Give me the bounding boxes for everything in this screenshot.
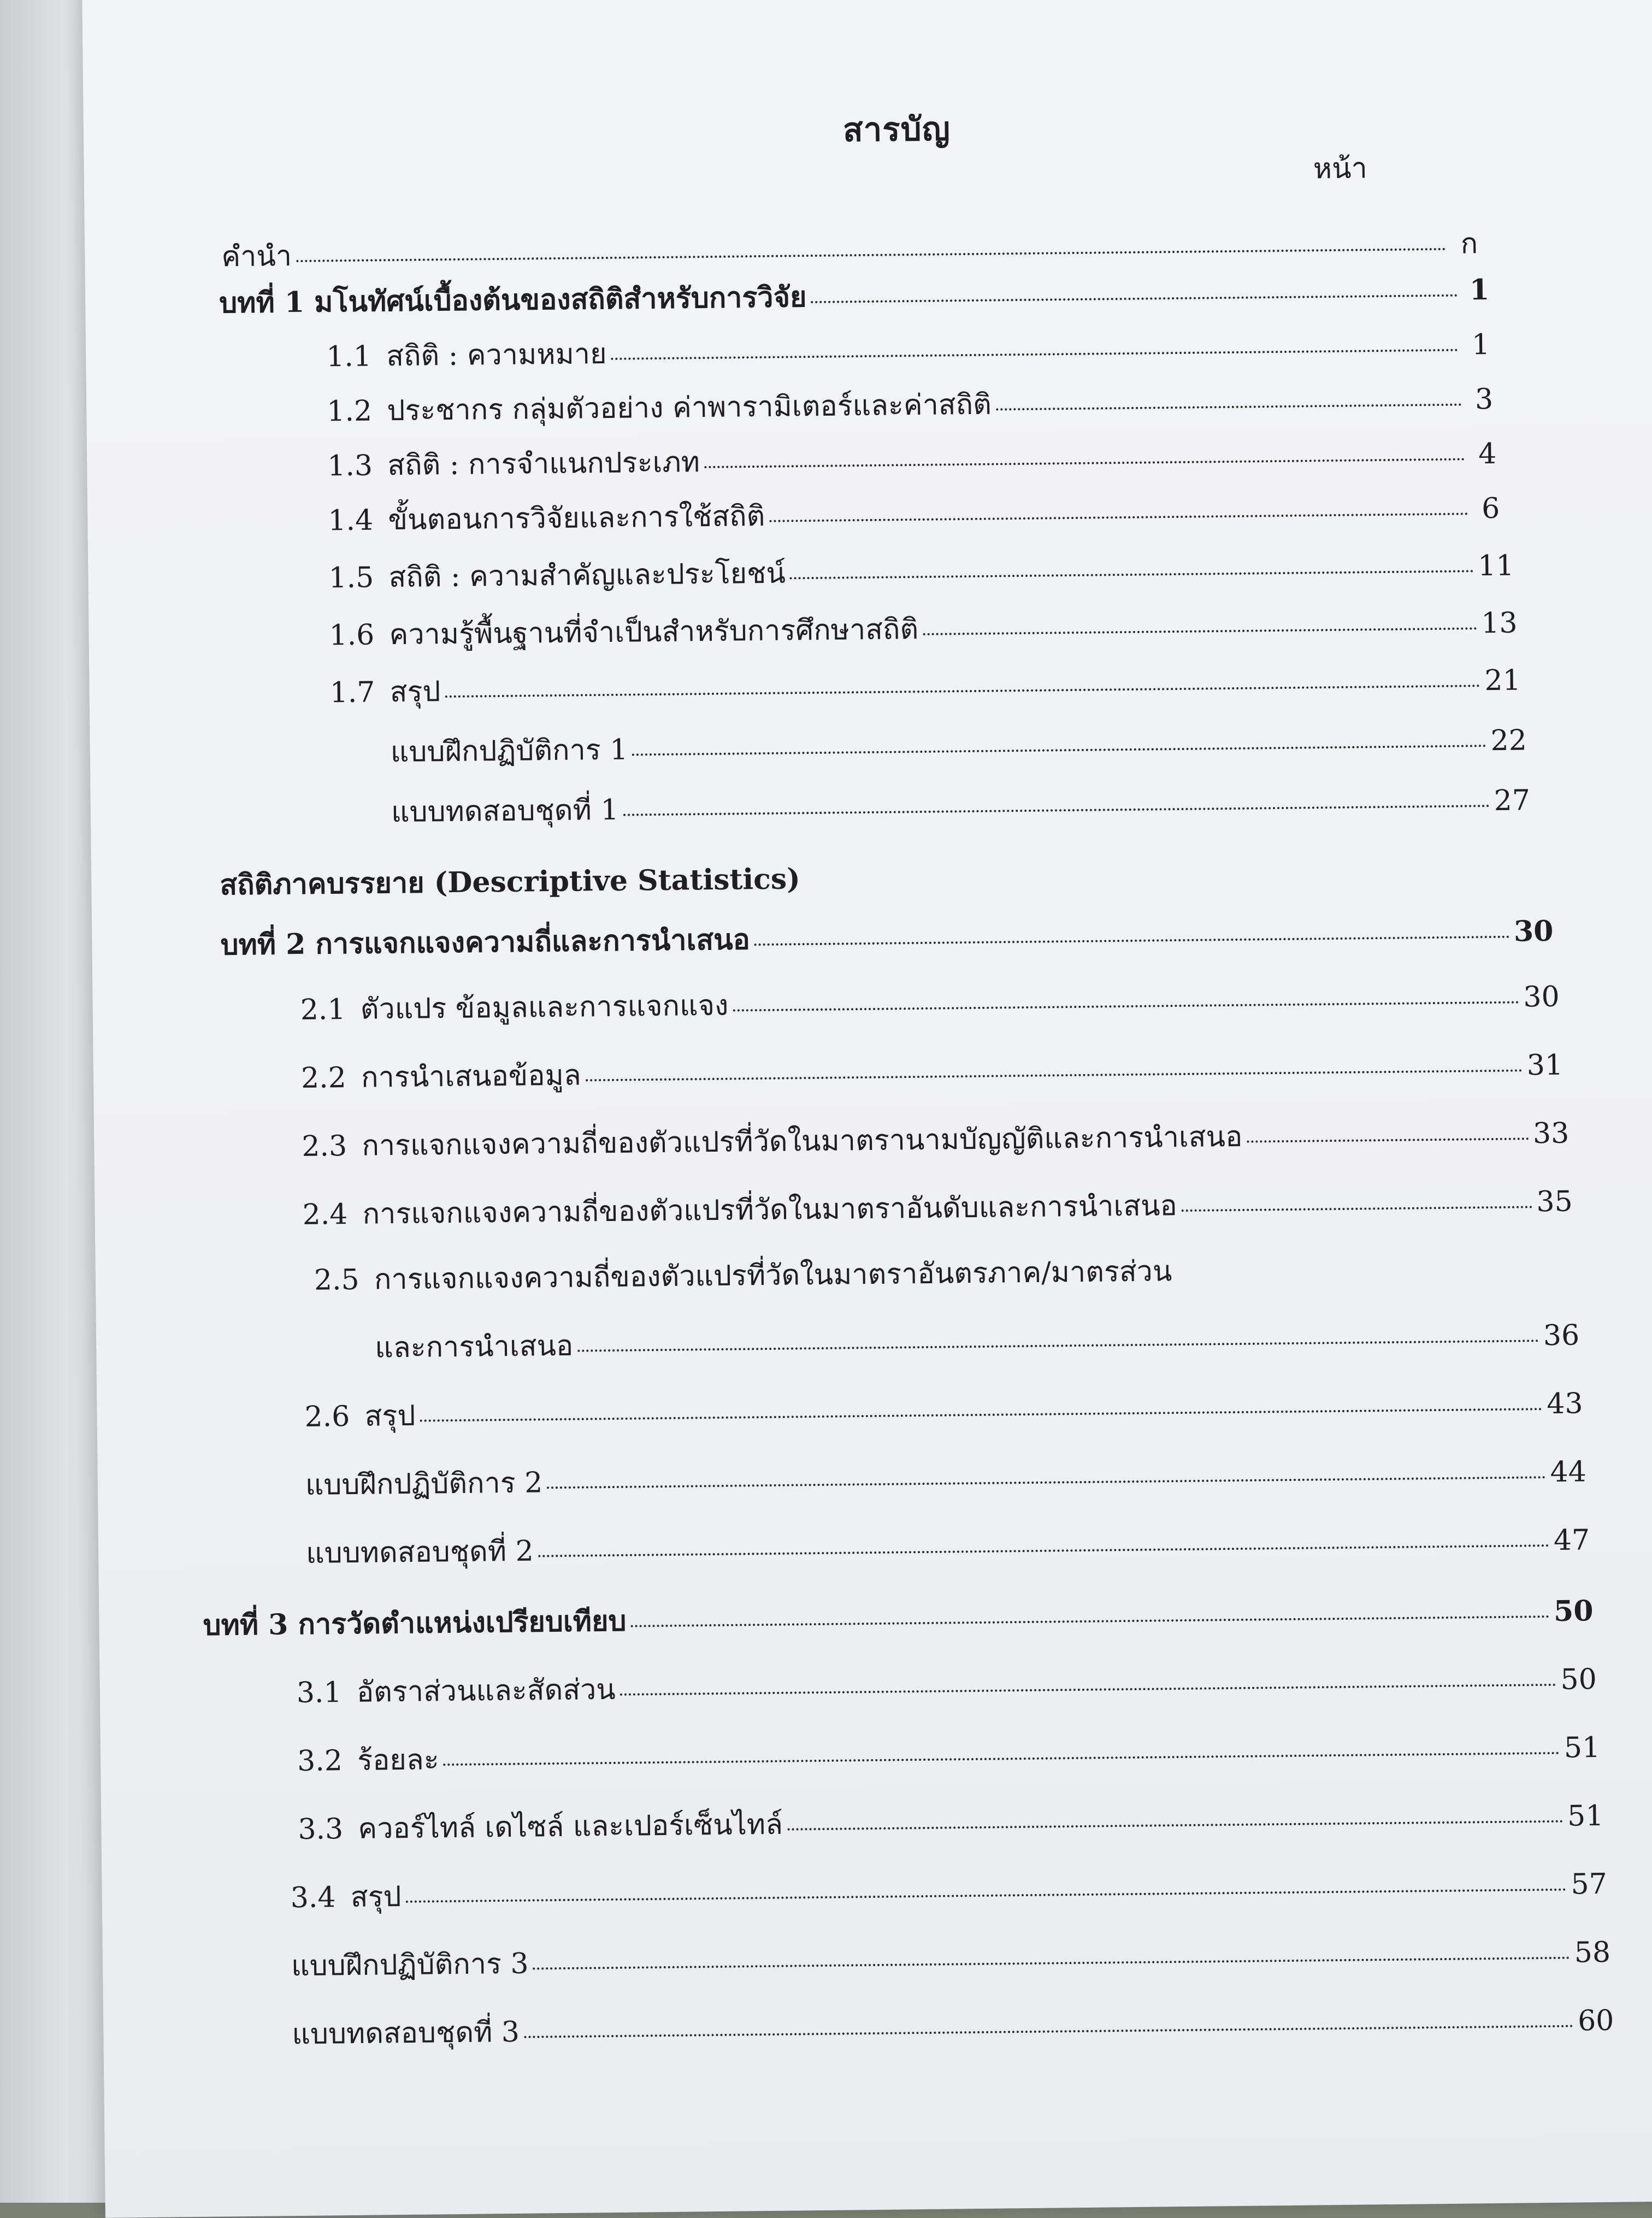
toc-entry-test-2 xyxy=(306,1517,1590,1568)
section-number: 2.6 xyxy=(304,1400,350,1434)
section-number: 2.2 xyxy=(300,1061,347,1095)
toc-label: แบบทดสอบชุดที่ 1 xyxy=(391,793,619,829)
toc-entry-2-3 xyxy=(302,1110,1570,1161)
leader-dots xyxy=(524,2025,1573,2038)
leader-dots xyxy=(754,936,1509,946)
toc-label: การแจกแจงความถี่ของตัวแปรที่วัดในมาตรานามบัญญัติและการนำเสนอ xyxy=(362,1120,1243,1163)
leader-dots xyxy=(787,1820,1563,1831)
toc-label: บทที่ 1 มโนทัศน์เบื้องต้นของสถิติสำหรับการวิจัย xyxy=(219,280,807,320)
toc-page-number: 47 xyxy=(1553,1524,1590,1557)
toc-page-number: 13 xyxy=(1481,606,1518,640)
leader-dots xyxy=(704,458,1465,469)
page-title: สารบัญ xyxy=(842,110,951,150)
toc-page-number: 1 xyxy=(1469,273,1490,307)
toc-entry-exercise-2 xyxy=(305,1448,1586,1500)
toc-label: แบบฝึกปฏิบัติการ 3 xyxy=(291,1947,529,1983)
toc-entry-2-2 xyxy=(301,1042,1564,1093)
toc-page-number: 30 xyxy=(1513,914,1554,948)
section-number: 2.1 xyxy=(300,993,346,1027)
toc-label: สรุป xyxy=(364,1399,416,1433)
leader-dots xyxy=(533,1957,1570,1970)
toc-label: สถิติ : ความสำคัญและประโยชน์ xyxy=(388,557,786,594)
leader-dots xyxy=(769,512,1468,522)
section-number: 1.7 xyxy=(329,676,375,710)
toc-page-number: 44 xyxy=(1550,1455,1587,1489)
toc-page-number: ก xyxy=(1460,227,1478,261)
toc-label: แบบทดสอบชุดที่ 3 xyxy=(292,2015,520,2051)
toc-page-number: 6 xyxy=(1481,492,1500,526)
toc-page-number: 60 xyxy=(1577,2004,1614,2038)
toc-entry-2-1 xyxy=(300,974,1560,1025)
toc-page-number: 30 xyxy=(1523,980,1560,1014)
section-number: 1.4 xyxy=(328,504,374,538)
toc-entry-3-3 xyxy=(298,1792,1604,1847)
toc-label: การแจกแจงความถี่ของตัวแปรที่วัดในมาตราอันดับและการนำเสนอ xyxy=(362,1189,1178,1231)
leader-dots xyxy=(577,1340,1539,1352)
toc-entry-2-5-line-1 xyxy=(314,1248,1172,1302)
toc-entry-1-5 xyxy=(328,542,1514,593)
leader-dots xyxy=(733,1001,1519,1012)
leader-dots xyxy=(996,404,1461,411)
toc-page-number: 50 xyxy=(1560,1663,1597,1696)
section-number: 1.6 xyxy=(329,618,375,652)
toc-label: สรุป xyxy=(350,1880,402,1914)
toc-page-number: 31 xyxy=(1526,1048,1564,1082)
leader-dots xyxy=(632,745,1486,756)
leader-dots xyxy=(923,627,1477,635)
toc-label: การแจกแจงความถี่ของตัวแปรที่วัดในมาตราอันตรภาค/มาตรส่วน xyxy=(374,1255,1172,1296)
leader-dots xyxy=(790,570,1473,579)
toc-entry-1-6 xyxy=(329,600,1518,651)
toc-page-number: 21 xyxy=(1484,664,1521,698)
toc-entry-3-1 xyxy=(296,1656,1597,1708)
toc-page-number: 22 xyxy=(1490,724,1527,758)
toc-label: ประชากร กลุ่มตัวอย่าง ค่าพารามิเตอร์และค่าสถิติ xyxy=(387,388,992,428)
toc-label: สรุป xyxy=(390,675,441,709)
toc-label: แบบฝึกปฏิบัติการ 1 xyxy=(390,733,628,769)
section-number: 1.2 xyxy=(327,394,373,428)
section-number: 2.4 xyxy=(302,1198,348,1231)
toc-entry-2-6 xyxy=(304,1380,1583,1432)
toc-label: การนำเสนอข้อมูล xyxy=(361,1059,581,1094)
leader-dots xyxy=(620,1684,1556,1696)
toc-entry-exercise-1 xyxy=(390,717,1527,767)
toc-entry-chapter-2 xyxy=(220,908,1554,960)
toc-entry-1-7 xyxy=(329,657,1521,710)
toc-page-number: 58 xyxy=(1574,1936,1611,1969)
section-number: 3.4 xyxy=(290,1881,336,1915)
leader-dots xyxy=(1182,1206,1532,1212)
leader-dots xyxy=(623,805,1490,816)
toc-page-number: 4 xyxy=(1478,437,1497,471)
toc-label: ความรู้พื้นฐานที่จำเป็นสำหรับการศึกษาสถิติ xyxy=(389,613,919,652)
toc-label: แบบทดสอบชุดที่ 2 xyxy=(305,1535,534,1570)
toc-entry-exercise-3 xyxy=(291,1929,1611,1981)
toc-label: บทที่ 3 การวัดตำแหน่งเปรียบเทียบ xyxy=(203,1604,627,1642)
document-page xyxy=(82,0,1652,2218)
toc-entry-1-4 xyxy=(328,485,1500,538)
part-heading: สถิติภาคบรรยาย (Descriptive Statistics) xyxy=(220,862,801,902)
section-number: 3.3 xyxy=(298,1813,344,1847)
section-number: 1.3 xyxy=(327,449,373,483)
toc-page-number: 57 xyxy=(1571,1867,1608,1901)
toc-label: ขั้นตอนการวิจัยและการใช้สถิติ xyxy=(388,499,765,537)
leader-dots xyxy=(420,1408,1542,1422)
leader-dots xyxy=(547,1476,1545,1489)
toc-page-number: 35 xyxy=(1536,1185,1573,1219)
page-column-header: หน้า xyxy=(1313,152,1368,186)
leader-dots xyxy=(296,248,1446,262)
leader-dots xyxy=(445,685,1480,698)
toc-label: แบบฝึกปฏิบัติการ 2 xyxy=(305,1466,543,1502)
toc-label: สถิติ : การจำแนกประเภท xyxy=(387,446,700,482)
toc-entry-preface xyxy=(221,220,1478,272)
toc-label: คำนำ xyxy=(221,240,292,274)
toc-label: อัตราส่วนและสัดส่วน xyxy=(356,1673,616,1709)
toc-page-number: 36 xyxy=(1543,1319,1580,1353)
toc-entry-3-4 xyxy=(290,1861,1607,1913)
toc-page-number: 27 xyxy=(1494,784,1531,818)
toc-entry-2-5-line-2 xyxy=(374,1312,1580,1365)
toc-page-number: 43 xyxy=(1546,1387,1583,1421)
leader-dots xyxy=(538,1544,1549,1557)
toc-entry-test-1 xyxy=(391,777,1531,827)
section-number: 2.5 xyxy=(314,1263,359,1297)
section-number: 3.1 xyxy=(296,1676,342,1710)
toc-page-number: 51 xyxy=(1564,1731,1601,1765)
toc-label: ควอร์ไทล์ เดไซล์ และเปอร์เซ็นไทล์ xyxy=(358,1808,783,1845)
section-number: 1.5 xyxy=(328,561,374,595)
toc-page-number: 33 xyxy=(1532,1117,1570,1151)
toc-page-number: 1 xyxy=(1471,328,1490,362)
leader-dots xyxy=(811,294,1458,303)
toc-label: บทที่ 2 การแจกแจงความถี่และการนำเสนอ xyxy=(220,923,751,962)
toc-entry-3-2 xyxy=(297,1724,1601,1776)
toc-page-number: 51 xyxy=(1567,1800,1604,1833)
leader-dots xyxy=(631,1615,1550,1627)
section-number: 2.3 xyxy=(302,1130,347,1163)
toc-page-number: 50 xyxy=(1553,1594,1594,1628)
leader-dots xyxy=(444,1752,1560,1766)
leader-dots xyxy=(586,1069,1523,1081)
toc-entry-test-3 xyxy=(292,1997,1614,2049)
toc-label: ร้อยละ xyxy=(357,1743,439,1777)
toc-entry-2-4 xyxy=(302,1178,1573,1230)
toc-page-number: 11 xyxy=(1477,549,1514,583)
toc-entry-1-2 xyxy=(327,376,1494,426)
toc-entry-chapter-3 xyxy=(203,1588,1594,1641)
toc-label: สถิติ : ความหมาย xyxy=(386,337,607,373)
toc-label: และการนำเสนอ xyxy=(374,1329,574,1365)
leader-dots xyxy=(406,1889,1567,1903)
toc-entry-chapter-1 xyxy=(219,267,1490,318)
leader-dots xyxy=(1247,1137,1529,1142)
toc-label: ตัวแปร ข้อมูลและการแจกแจง xyxy=(360,989,729,1026)
leader-dots xyxy=(611,349,1459,360)
section-number: 1.1 xyxy=(326,340,372,374)
toc-page-number: 3 xyxy=(1474,382,1494,416)
toc-entry-1-1 xyxy=(326,321,1490,374)
section-number: 3.2 xyxy=(297,1744,343,1778)
toc-entry-1-3 xyxy=(327,430,1497,481)
